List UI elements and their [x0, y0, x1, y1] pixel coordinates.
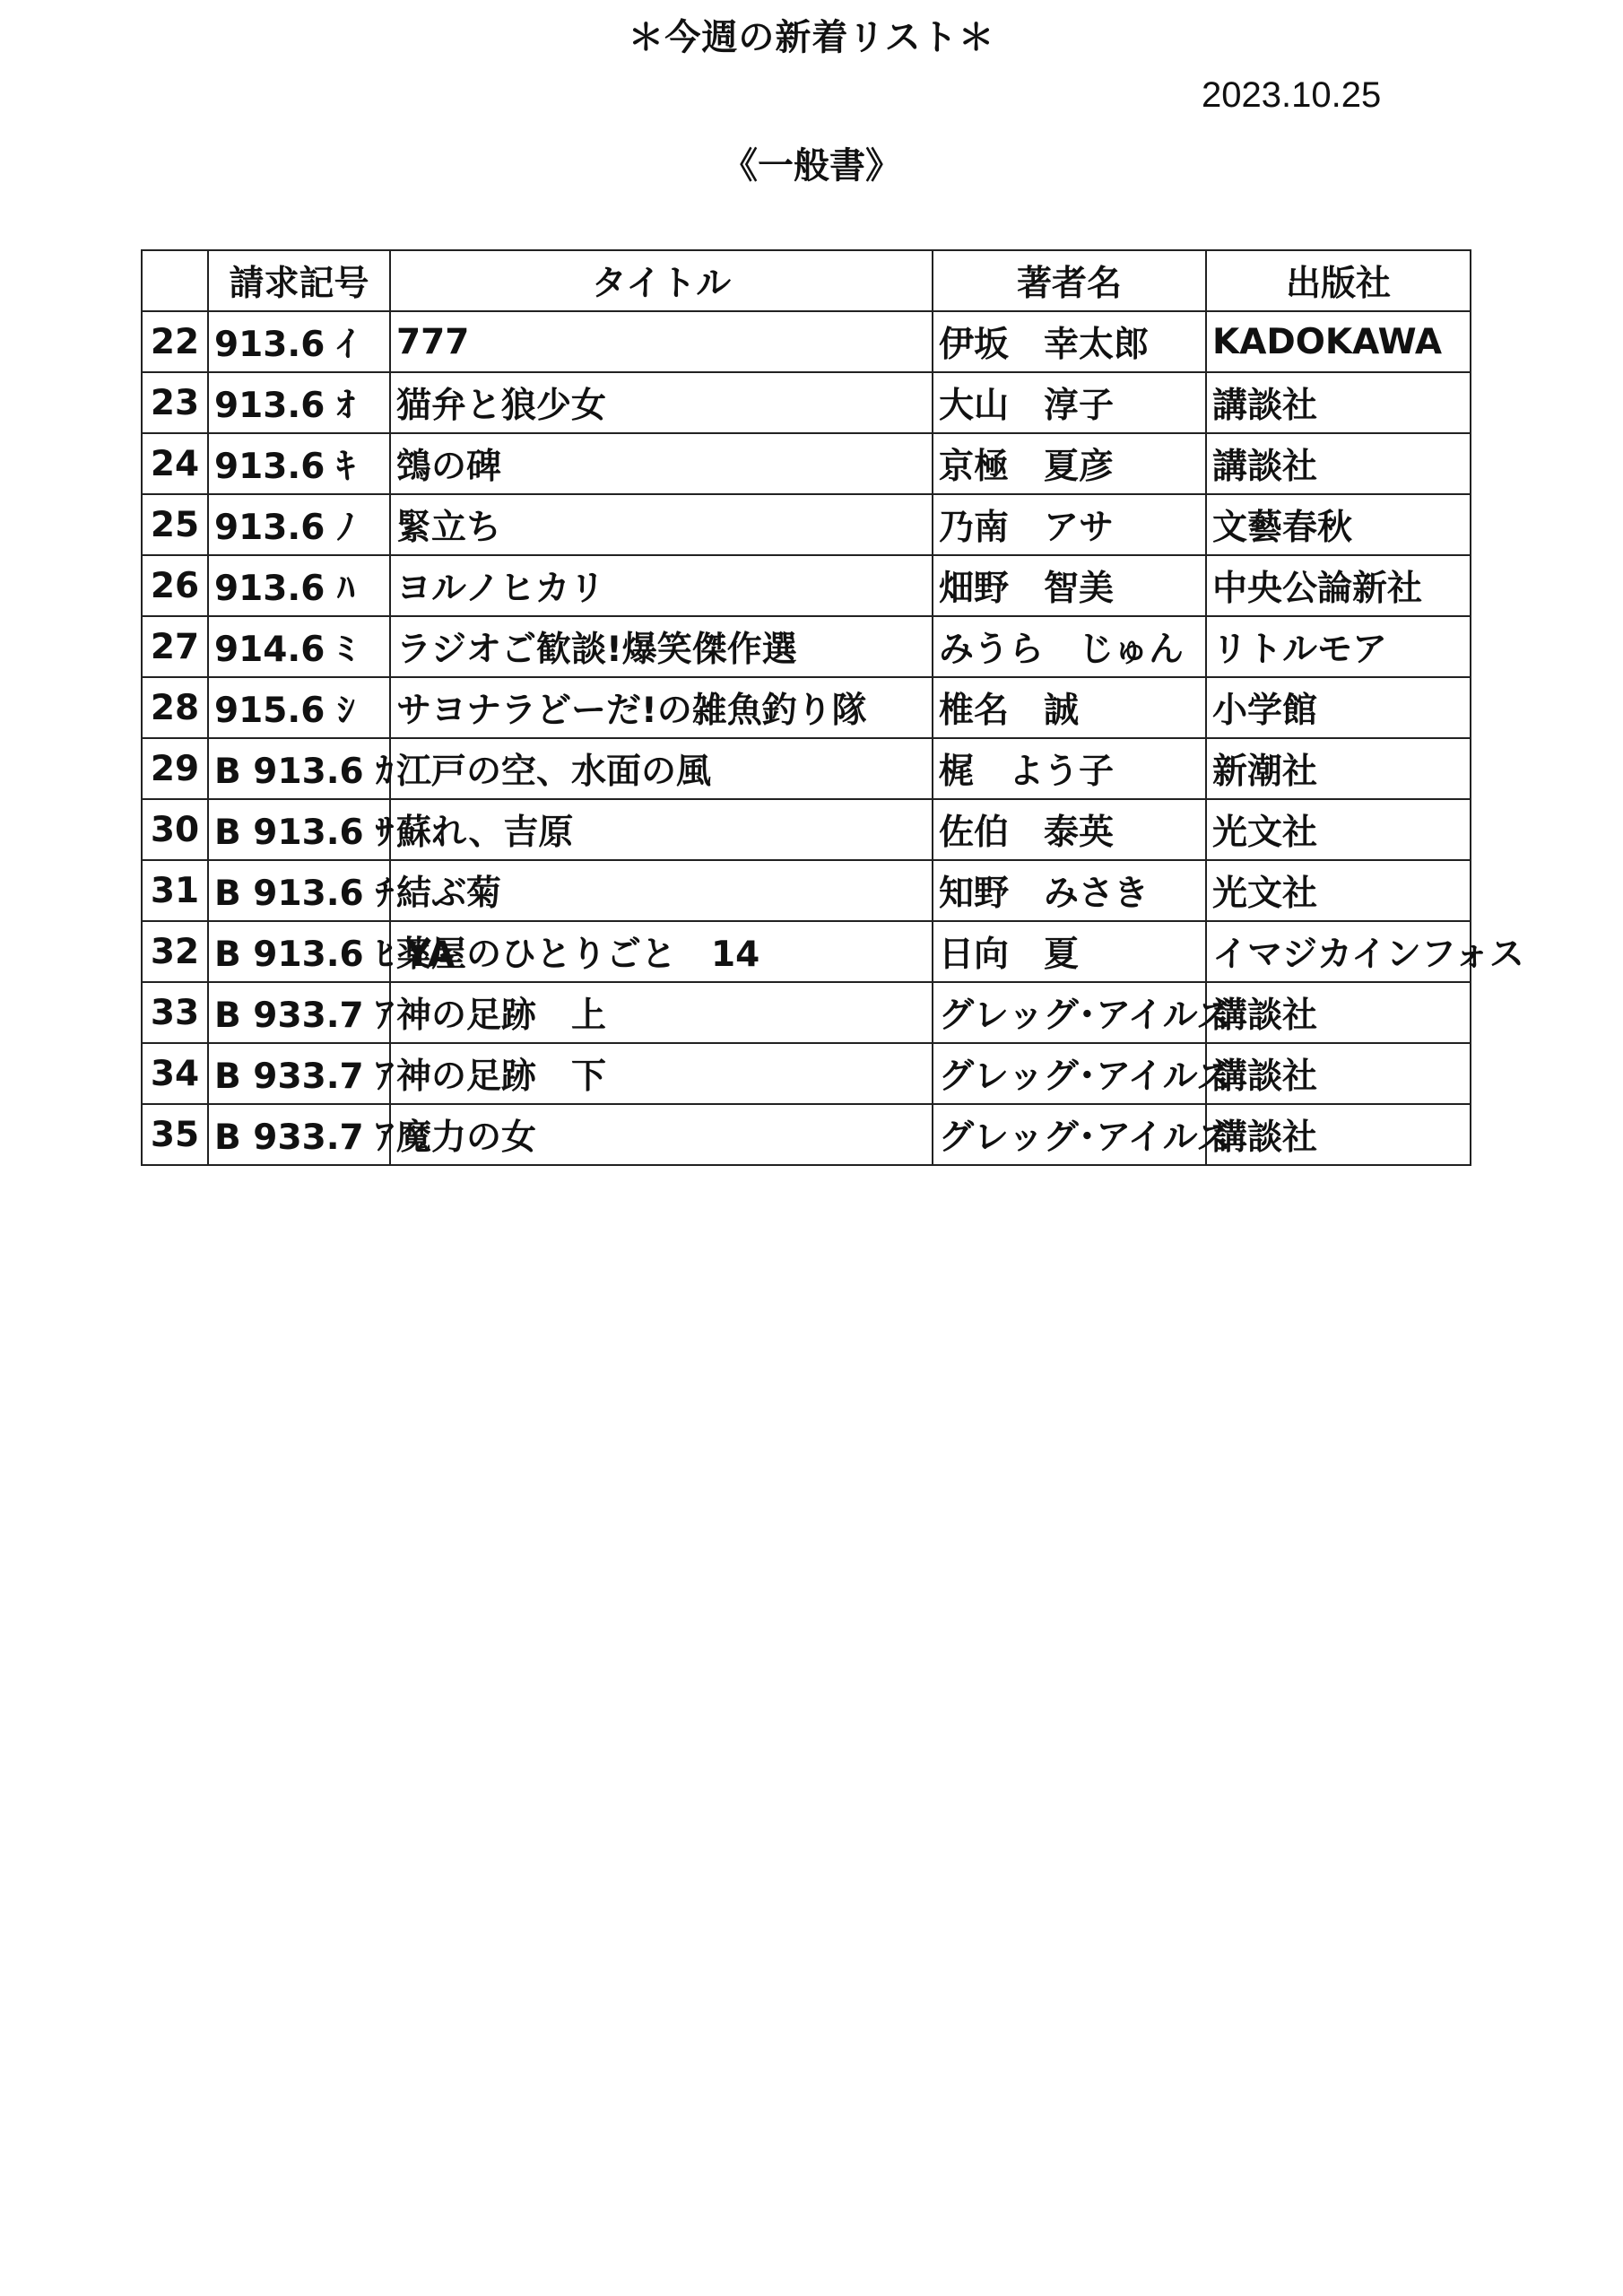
call-number: B 933.7 ｱ [208, 1104, 390, 1165]
table-row [142, 1043, 1471, 1104]
book-title: サヨナラどーだ!の雑魚釣り隊 [390, 677, 933, 738]
book-title: 緊立ち [390, 494, 933, 555]
author-name: 大山 淳子 [933, 372, 1206, 433]
table-row [142, 982, 1471, 1043]
new-arrivals-table [141, 249, 1524, 1166]
author-name: みうら じゅん [933, 616, 1206, 677]
table-header-row [142, 250, 1471, 311]
publisher-name: 文藝春秋 [1206, 494, 1471, 555]
row-number: 35 [142, 1104, 208, 1165]
column-header-author: 著者名 [933, 250, 1206, 311]
publisher-name: 光文社 [1206, 799, 1471, 860]
section-heading: 《一般書》 [722, 145, 901, 187]
book-title: 結ぶ菊 [390, 860, 933, 921]
column-header-publisher: 出版社 [1206, 250, 1471, 311]
table-row [142, 311, 1471, 372]
book-title: 猫弁と狼少女 [390, 372, 933, 433]
publisher-name: 中央公論新社 [1206, 555, 1471, 616]
publisher-name: 講談社 [1206, 982, 1471, 1043]
book-title: 江戸の空、水面の風 [390, 738, 933, 799]
publisher-name: KADOKAWA [1206, 311, 1471, 372]
call-number: B 913.6 ｶ [208, 738, 390, 799]
table-row [142, 372, 1471, 433]
call-number: 913.6 ﾊ [208, 555, 390, 616]
table-row [142, 738, 1471, 799]
author-name: 知野 みさき [933, 860, 1206, 921]
call-number: 914.6 ﾐ [208, 616, 390, 677]
call-number: B 933.7 ｱ [208, 982, 390, 1043]
author-name: グレッグ･アイルズ [933, 1043, 1206, 1104]
author-name: 伊坂 幸太郎 [933, 311, 1206, 372]
call-number: 913.6 ｵ [208, 372, 390, 433]
publisher-name: 講談社 [1206, 372, 1471, 433]
book-title: ラジオご歓談!爆笑傑作選 [390, 616, 933, 677]
publisher-name: 光文社 [1206, 860, 1471, 921]
publisher-name: 小学館 [1206, 677, 1471, 738]
publisher-name: 講談社 [1206, 1043, 1471, 1104]
book-title: 蘇れ、吉原 [390, 799, 933, 860]
row-number: 32 [142, 921, 208, 982]
column-header-title: タイトル [390, 250, 933, 311]
publisher-name: 講談社 [1206, 1104, 1471, 1165]
book-title: 777 [390, 311, 933, 372]
table-row [142, 555, 1471, 616]
row-number: 34 [142, 1043, 208, 1104]
call-number: 913.6 ﾉ [208, 494, 390, 555]
row-number: 24 [142, 433, 208, 494]
book-title: 神の足跡 下 [390, 1043, 933, 1104]
call-number: B 913.6 ﾁ [208, 860, 390, 921]
row-number: 30 [142, 799, 208, 860]
book-title: 魔力の女 [390, 1104, 933, 1165]
book-title: 薬屋のひとりごと 14 [390, 921, 933, 982]
author-name: グレッグ･アイルズ [933, 982, 1206, 1043]
book-title: 鵼の碑 [390, 433, 933, 494]
row-number: 26 [142, 555, 208, 616]
column-header-number [142, 250, 208, 311]
table-row [142, 677, 1471, 738]
row-number: 28 [142, 677, 208, 738]
author-name: 梶 よう子 [933, 738, 1206, 799]
table-row [142, 799, 1471, 860]
publisher-name: イマジカインフォス [1206, 921, 1471, 982]
author-name: 乃南 アサ [933, 494, 1206, 555]
table-row [142, 433, 1471, 494]
author-name: 畑野 智美 [933, 555, 1206, 616]
table-row [142, 494, 1471, 555]
table-row [142, 1104, 1471, 1165]
book-title: ヨルノヒカリ [390, 555, 933, 616]
author-name: 日向 夏 [933, 921, 1206, 982]
publisher-name: 新潮社 [1206, 738, 1471, 799]
author-name: 京極 夏彦 [933, 433, 1206, 494]
publisher-name: 講談社 [1206, 433, 1471, 494]
row-number: 25 [142, 494, 208, 555]
row-number: 22 [142, 311, 208, 372]
author-name: グレッグ･アイルズ [933, 1104, 1206, 1165]
column-header-call-number: 請求記号 [208, 250, 390, 311]
call-number: B 913.6 ｻ [208, 799, 390, 860]
call-number: 913.6 ｷ [208, 433, 390, 494]
table-row [142, 616, 1471, 677]
call-number: B 913.6 ﾋ YA [208, 921, 390, 982]
row-number: 33 [142, 982, 208, 1043]
author-name: 佐伯 泰英 [933, 799, 1206, 860]
row-number: 27 [142, 616, 208, 677]
publisher-name: リトルモア [1206, 616, 1471, 677]
book-title: 神の足跡 上 [390, 982, 933, 1043]
call-number: B 933.7 ｱ [208, 1043, 390, 1104]
call-number: 915.6 ｼ [208, 677, 390, 738]
table-row [142, 860, 1471, 921]
author-name: 椎名 誠 [933, 677, 1206, 738]
row-number: 23 [142, 372, 208, 433]
page-title: ＊今週の新着リスト＊ [628, 17, 995, 58]
table-row [142, 921, 1471, 982]
call-number: 913.6 ｲ [208, 311, 390, 372]
row-number: 31 [142, 860, 208, 921]
list-date: 2023.10.25 [1202, 75, 1382, 115]
row-number: 29 [142, 738, 208, 799]
